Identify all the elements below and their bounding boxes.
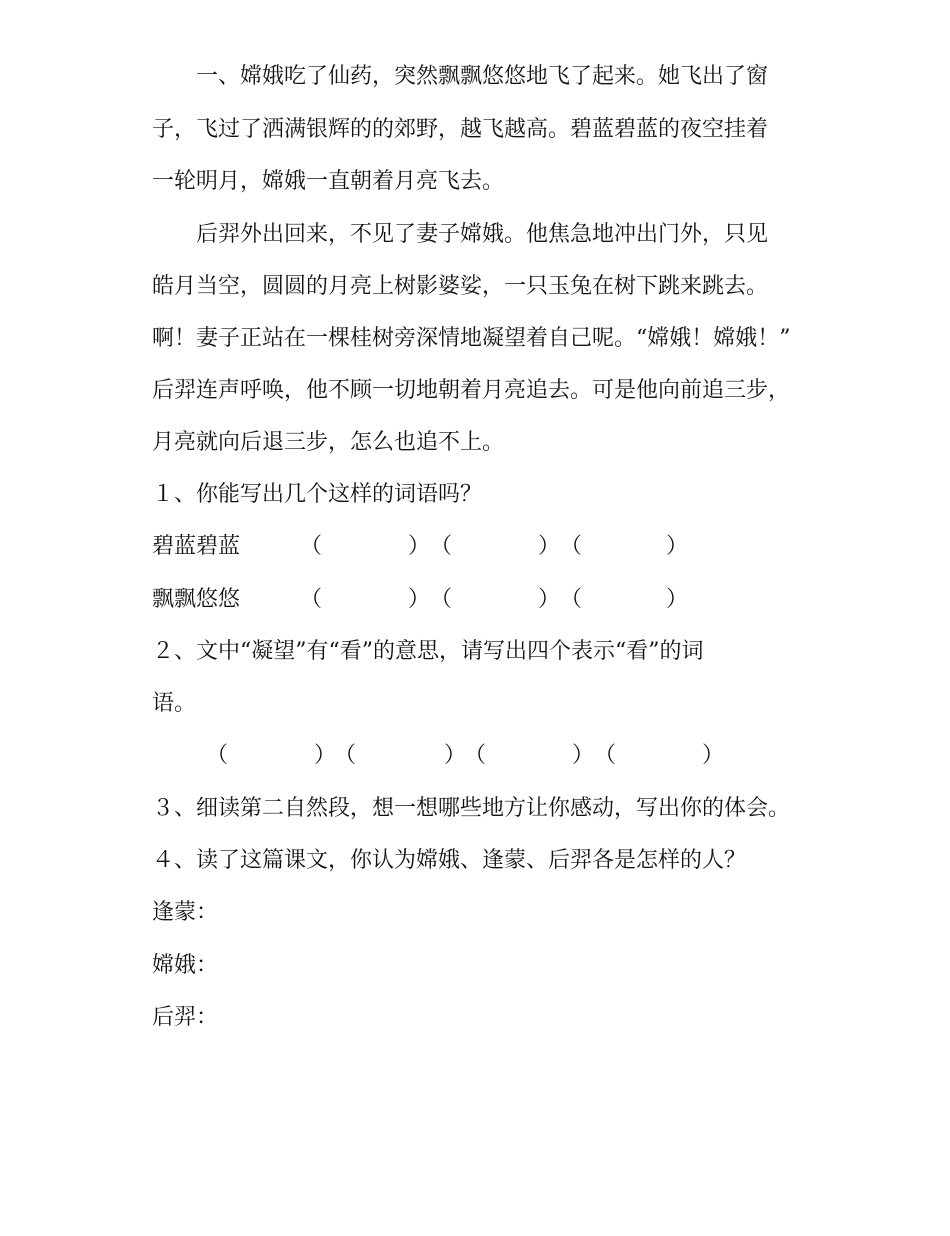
answer-label-houyi: 后羿： xyxy=(152,1005,219,1030)
q2-blank1-open: （ xyxy=(206,743,229,768)
q2-blank2-close: ） xyxy=(444,743,467,768)
question-1: １、你能写出几个这样的词语吗？ xyxy=(152,482,483,507)
q2-blank4-open: （ xyxy=(594,743,617,768)
q1-row1-blank2-open: （ xyxy=(430,534,453,559)
q1-row1-blank1-close: ） xyxy=(408,534,431,559)
q1-row1-blank1-open: （ xyxy=(300,534,323,559)
question-2-line2: 语。 xyxy=(152,691,197,716)
q1-row2-blank3-close: ） xyxy=(666,587,689,612)
passage-p1-line3: 一轮明月，嫦娥一直朝着月亮飞去。 xyxy=(152,169,505,194)
q2-blank3-close: ） xyxy=(572,743,595,768)
q1-row2-label: 飘飘悠悠 xyxy=(152,587,241,612)
passage-p1-line2: 子，飞过了洒满银辉的的郊野，越飞越高。碧蓝碧蓝的夜空挂着 xyxy=(152,117,769,142)
passage-p1-line1: 一、嫦娥吃了仙药，突然飘飘悠悠地飞了起来。她飞出了窗 xyxy=(196,64,769,89)
question-3: ３、细读第二自然段，想一想哪些地方让你感动，写出你的体会。 xyxy=(152,796,791,821)
passage-p2-line2: 皓月当空，圆圆的月亮上树影婆娑，一只玉兔在树下跳来跳去。 xyxy=(152,274,769,299)
q2-blank3-open: （ xyxy=(464,743,487,768)
question-4: ４、读了这篇课文，你认为嫦娥、逢蒙、后羿各是怎样的人？ xyxy=(152,848,747,873)
q1-row1-label: 碧蓝碧蓝 xyxy=(152,534,241,559)
q1-row2-blank1-open: （ xyxy=(300,587,323,612)
q2-blank2-open: （ xyxy=(334,743,357,768)
answer-label-change: 嫦娥： xyxy=(152,953,219,978)
q1-row2-blank3-open: （ xyxy=(560,587,583,612)
passage-p2-line5: 月亮就向后退三步，怎么也追不上。 xyxy=(152,430,505,455)
passage-p2-line4: 后羿连声呼唤，他不顾一切地朝着月亮追去。可是他向前追三步， xyxy=(152,378,791,403)
passage-p2-line3: 啊！妻子正站在一棵桂树旁深情地凝望着自己呢。“嫦娥！嫦娥！” xyxy=(152,326,791,351)
q1-row2-blank2-close: ） xyxy=(538,587,561,612)
q2-blank4-close: ） xyxy=(702,743,725,768)
q1-row1-blank3-close: ） xyxy=(666,534,689,559)
question-2-line1: ２、文中“凝望”有“看”的意思，请写出四个表示“看”的词 xyxy=(152,639,704,664)
answer-label-fengmeng: 逢蒙： xyxy=(152,900,219,925)
q2-blank1-close: ） xyxy=(314,743,337,768)
q1-row1-blank3-open: （ xyxy=(560,534,583,559)
q1-row1-blank2-close: ） xyxy=(538,534,561,559)
passage-p2-line1: 后羿外出回来，不见了妻子嫦娥。他焦急地冲出门外，只见 xyxy=(196,222,769,247)
q1-row2-blank2-open: （ xyxy=(430,587,453,612)
q1-row2-blank1-close: ） xyxy=(408,587,431,612)
